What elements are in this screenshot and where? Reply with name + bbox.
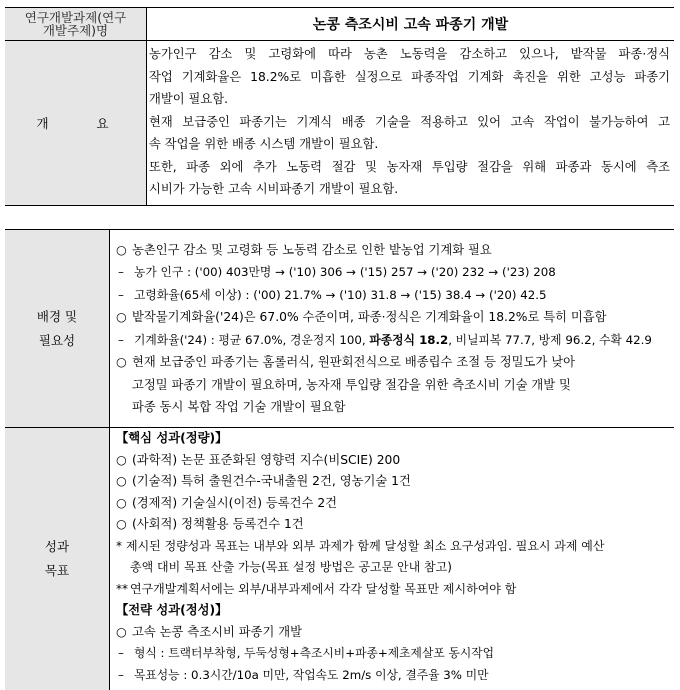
project-title: 논콩 측조시비 고속 파종기 개발 — [147, 8, 675, 41]
project-name-label — [5, 8, 147, 41]
quantitative-item — [116, 514, 674, 536]
note-text: 연구개발계획서에는 외부/내부과제에서 각각 달성할 목표만 제시하여야 함 — [130, 582, 516, 596]
background-row — [5, 230, 674, 428]
overview-line: 개발이 필요함. — [149, 88, 670, 111]
circle-bullet-icon: ○ — [116, 493, 132, 515]
circle-bullet-icon: ○ — [116, 239, 132, 262]
background-continuation: 고정밀 파종기 개발이 필요하며, 농자재 투입량 절감을 위한 측조시비 기술 개발 및 — [116, 374, 674, 397]
background-dash-item — [116, 284, 674, 307]
goals-content — [110, 428, 675, 690]
dash-icon: – — [118, 643, 134, 665]
circle-bullet-icon: ○ — [116, 471, 132, 493]
project-overview-table — [5, 7, 674, 206]
qualitative-detail — [116, 665, 674, 687]
highlight-text: 파종정식 18.2 — [369, 333, 448, 347]
circle-bullet-icon: ○ — [116, 306, 132, 329]
background-label — [5, 230, 110, 428]
background-bullet — [116, 351, 674, 374]
project-name-label-line1: 연구개발과제(연구 — [5, 11, 146, 24]
qualitative-text: 고속 논콩 측조시비 파종기 개발 — [132, 625, 302, 639]
qualitative-detail — [116, 643, 674, 665]
background-bullet — [116, 306, 674, 329]
overview-label: 개 요 — [5, 41, 147, 206]
circle-bullet-icon: ○ — [116, 351, 132, 374]
goals-label — [5, 428, 110, 690]
background-label-line1: 배경 및 — [5, 305, 109, 329]
detail-text: 형식 : 트랙터부착형, 두둑성형+측조시비+파종+제초제살포 동시작업 — [134, 646, 494, 660]
detail-text: 목표성능 : 0.3시간/10a 미만, 작업속도 2m/s 이상, 결주율 3% 미만 — [134, 668, 489, 682]
goals-label-line1: 성과 — [5, 535, 109, 559]
quantitative-item — [116, 450, 674, 472]
project-name-label-line2: 개발주제)명 — [5, 24, 146, 37]
quantitative-text: (기술적) 특허 출원건수-국내출원 2건, 영농기술 1건 — [132, 474, 411, 488]
qualitative-heading: 【전략 성과(정성)】 — [116, 600, 674, 622]
overview-body — [147, 41, 675, 206]
background-bullet — [116, 239, 674, 262]
note-1 — [116, 536, 674, 558]
dash-text: 고령화율(65세 이상) : ('00) 21.7% → ('10) 31.8 → ('15) 38.4 → ('20) 42.5 — [134, 288, 546, 302]
asterisk-icon: * — [116, 536, 126, 558]
dash-icon: – — [118, 261, 134, 284]
quantitative-item — [116, 493, 674, 515]
quantitative-text: (경제적) 기술실시(이전) 등록건수 2건 — [132, 496, 337, 510]
overview-row — [5, 41, 674, 206]
background-dash-item — [116, 329, 674, 352]
overview-line: 속 작업을 위한 배종 시스템 개발이 필요함. — [149, 133, 670, 156]
circle-bullet-icon: ○ — [116, 514, 132, 536]
overview-line: 현재 보급중인 파종기는 기계식 배종 기술을 적용하고 있어 고속 작업이 불가능하여 고 — [149, 111, 670, 134]
background-label-line2: 필요성 — [5, 329, 109, 353]
overview-line: 시비가 가능한 고속 시비파종기 개발이 필요함. — [149, 178, 670, 201]
bullet-text: 현재 보급중인 파종기는 홈롤러식, 원판회전식으로 배종립수 조절 등 정밀도가 낮아 — [132, 355, 575, 369]
dash-text: , 비닐피복 77.7, 방제 96.2, 수확 42.9 — [448, 333, 652, 347]
dash-text: 기계화율('24) : 평균 67.0%, 경운정지 100, — [134, 333, 369, 347]
qualitative-item — [116, 622, 674, 644]
project-title-row — [5, 8, 674, 41]
dash-icon: – — [118, 329, 134, 352]
dash-icon: – — [118, 665, 134, 687]
background-dash-item — [116, 261, 674, 284]
quantitative-text: (과학적) 논문 표준화된 영향력 지수(비SCIE) 200 — [132, 453, 400, 467]
quantitative-item — [116, 471, 674, 493]
circle-bullet-icon: ○ — [116, 450, 132, 472]
note-2 — [116, 579, 674, 601]
double-asterisk-icon: ** — [116, 579, 130, 601]
overview-line: 또한, 파종 외에 추가 노동력 절감 및 농자재 투입량 절감을 위해 파종과 동시에 측조 — [149, 156, 670, 179]
background-content — [110, 230, 675, 428]
quantitative-text: (사회적) 정책활용 등록건수 1건 — [132, 517, 304, 531]
circle-bullet-icon: ○ — [116, 622, 132, 644]
dash-text: 농가 인구 : ('00) 403만명 → ('10) 306 → ('15) 257 → ('20) 232 → ('23) 208 — [134, 265, 556, 279]
background-goals-table — [5, 229, 674, 690]
note-1-continuation: 총액 대비 목표 산출 가능(목표 설정 방법은 공고문 안내 참고) — [116, 557, 674, 579]
bullet-text: 농촌인구 감소 및 고령화 등 노동력 감소로 인한 밭농업 기계화 필요 — [132, 243, 492, 257]
goals-label-line2: 목표 — [5, 559, 109, 583]
overview-line: 작업 기계화율은 18.2%로 미흡한 실정으로 파종작업 기계화 촉진을 위한 고성능 파종기 — [149, 66, 670, 89]
dash-icon: – — [118, 284, 134, 307]
bullet-text: 밭작물기계화율('24)은 67.0% 수준이며, 파종·정식은 기계화율이 18.2%로 특히 미흡함 — [132, 310, 607, 324]
background-continuation: 파종 동시 복합 작업 기술 개발이 필요함 — [116, 396, 674, 419]
goals-row — [5, 428, 674, 690]
quantitative-heading: 【핵심 성과(정량)】 — [116, 428, 674, 450]
note-text: 제시된 정량성과 목표는 내부와 외부 과제가 함께 달성할 최소 요구성과임. 필요시 과제 예산 — [126, 539, 605, 553]
overview-line: 농가인구 감소 및 고령화에 따라 농촌 노동력을 감소하고 있으나, 밭작물 파종·정식 — [149, 43, 670, 66]
